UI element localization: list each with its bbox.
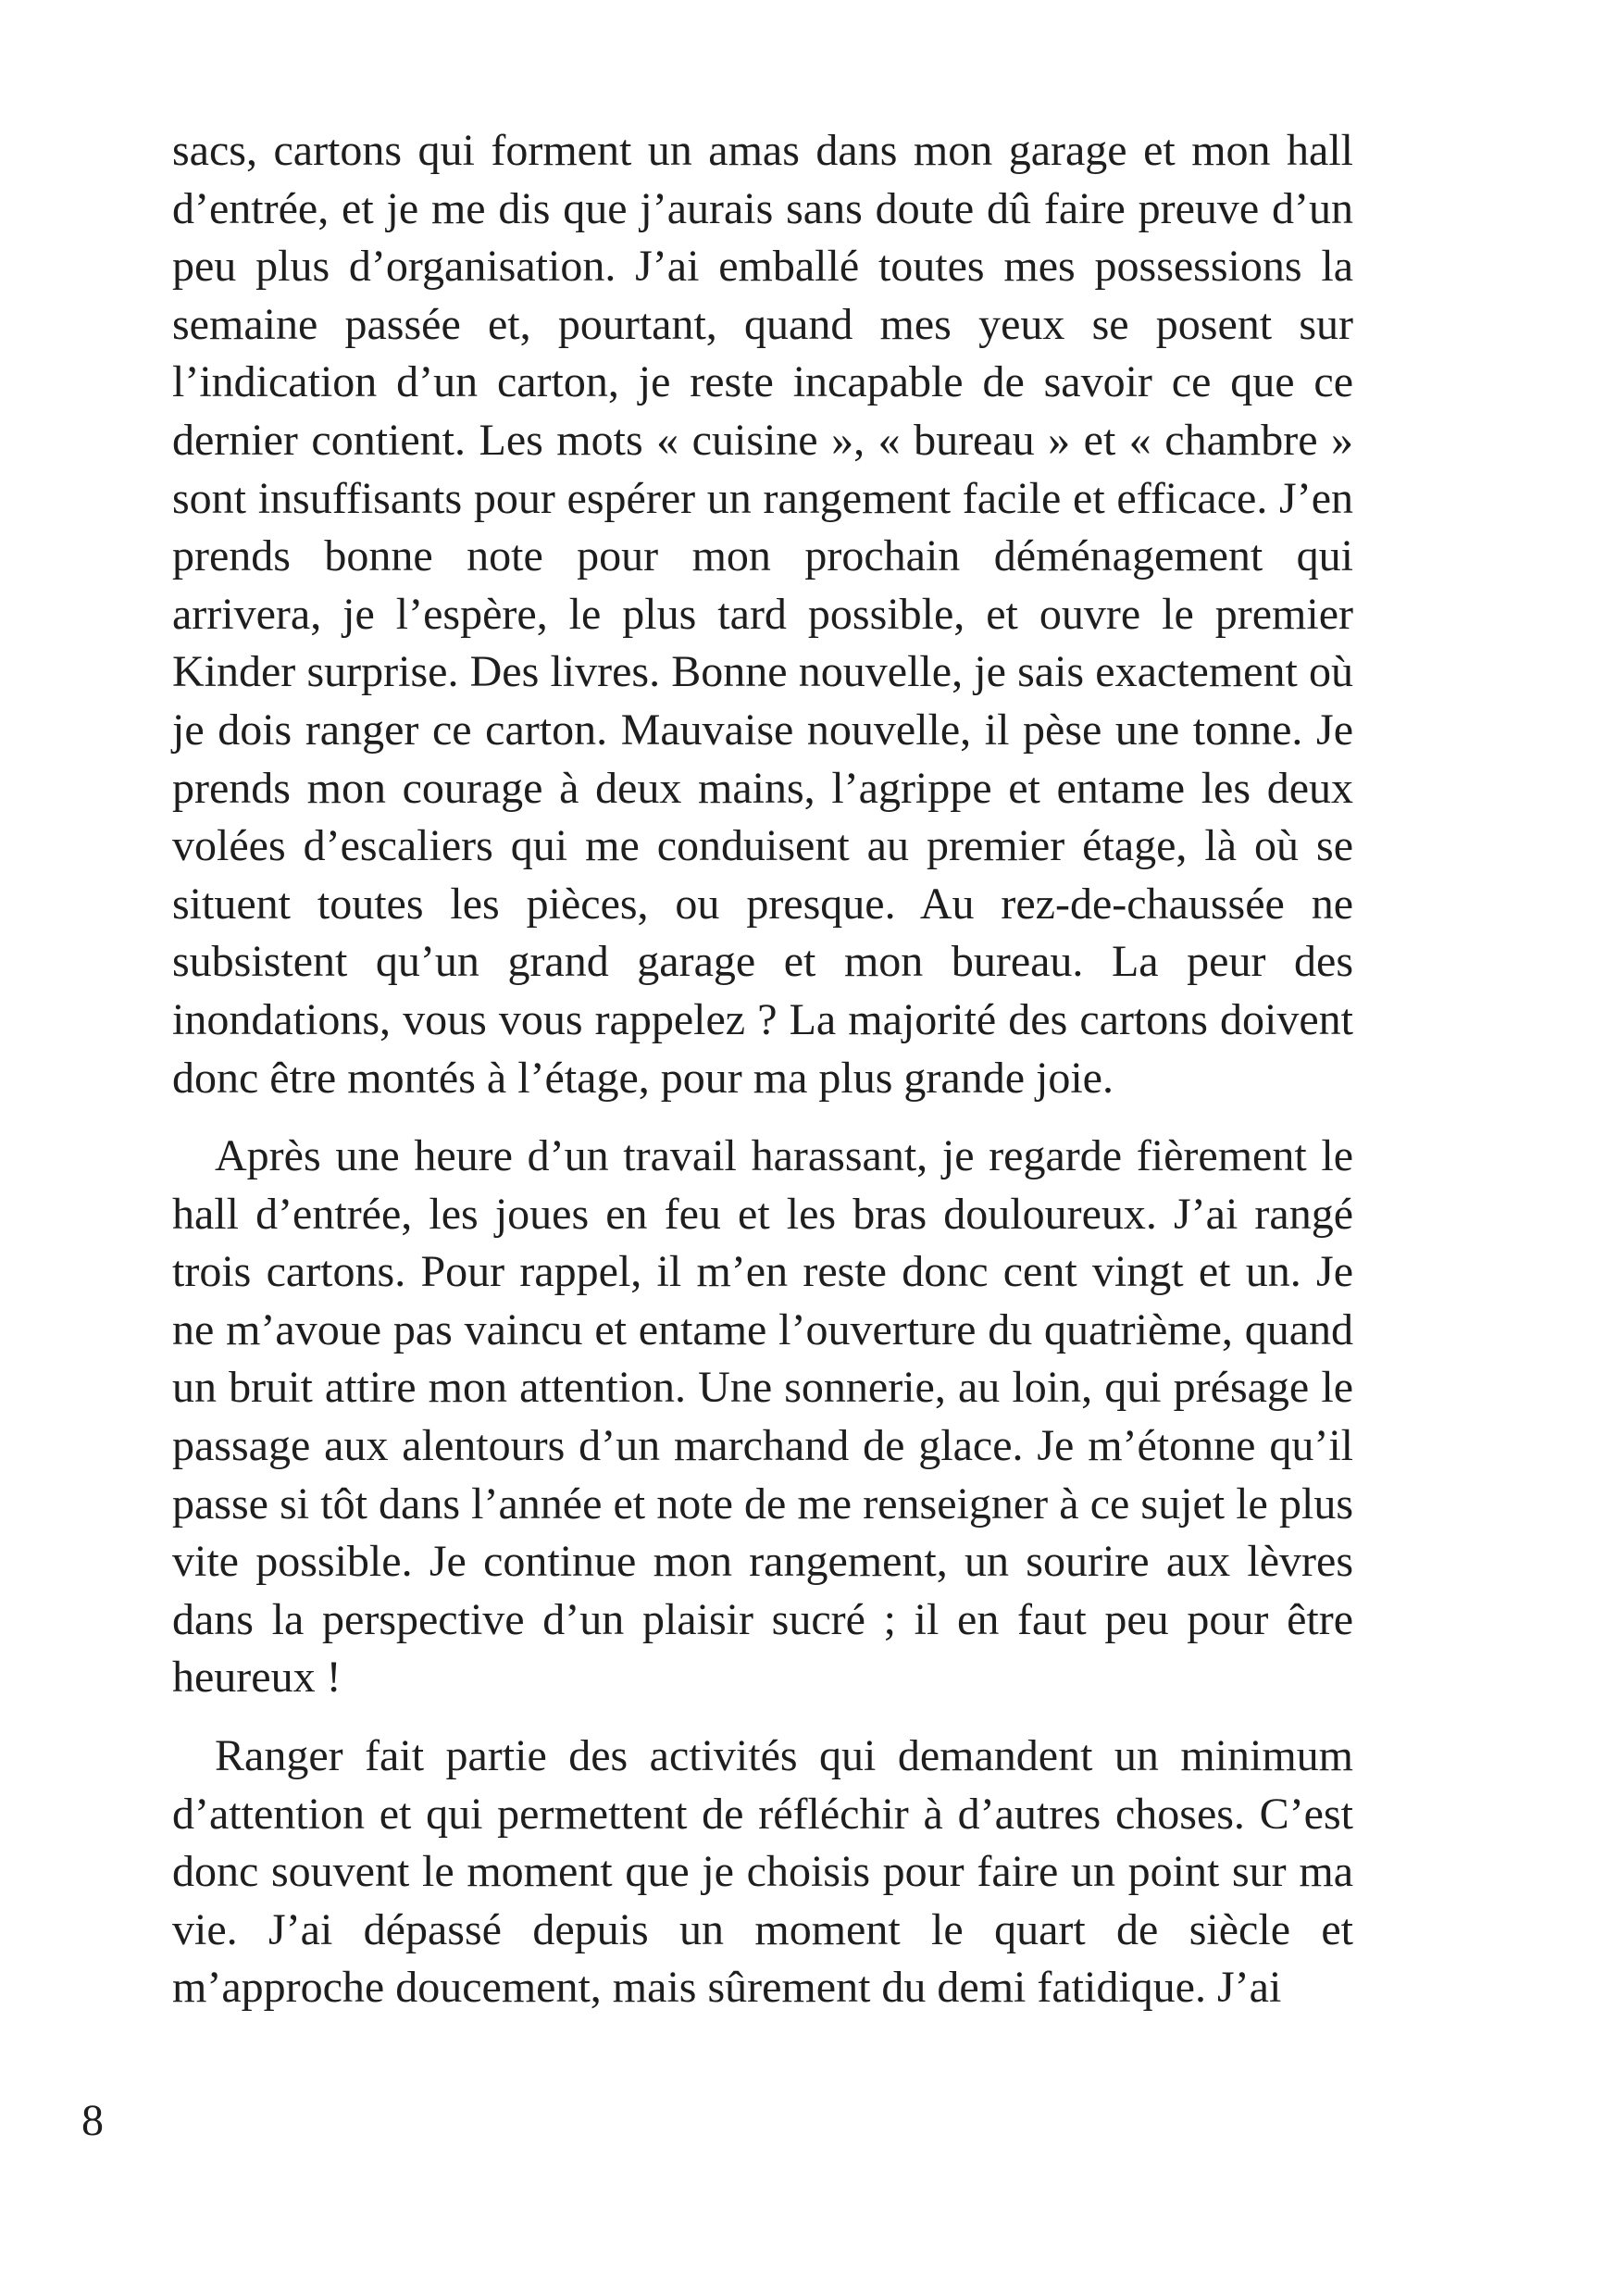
paragraph: Ranger fait partie des activités qui demandent un minimum d’attention et qui permettent de réfléchir à d’autres choses. C’est donc souvent le moment que je choisis pour faire un point sur ma vie. J’ai dépassé depuis un moment le quart de siècle et m’approche doucement, mais sûrement du demi fatidique. J’ai [172,1731,1353,2013]
page-number: 8 [81,2096,104,2145]
paragraph-continued: sacs, cartons qui forment un amas dans mon garage et mon hall d’entrée, et je me dis que j’aurais sans doute dû faire preuve d’un peu plus d’organisation. J’ai emballé toutes mes possessions la semaine passée et, pourtant, quand mes yeux se posent sur l’indication d’un carton, je reste incapable de savoir ce que ce dernier contient. Les mots « cuisine », « bureau » et « chambre » sont insuffisants pour espérer un rangement facile et efficace. J’en prends bonne note pour mon prochain déménagement qui arrivera, je l’espère, le plus tard possible, et ouvre le premier Kinder surprise. Des livres. Bonne nouvelle, je sais exactement où je dois ranger ce carton. Mauvaise nouvelle, il pèse une tonne. Je prends mon courage à deux mains, l’agrippe et entame les deux volées d’escaliers qui me conduisent au premier étage, là où se situent toutes les pièces, ou presque. Au rez-de-chaussée ne subsistent qu’un grand garage et mon bureau. La peur des inondations, vous vous rappelez ? La majorité des cartons doivent donc être montés à l’étage, pour ma plus grande joie. [172,126,1353,1103]
body-text [172,122,1353,2017]
paragraph: Après une heure d’un travail harassant, je regarde fièrement le hall d’entrée, les joues en feu et les bras douloureux. J’ai rangé trois cartons. Pour rappel, il m’en reste donc cent vingt et un. Je ne m’avoue pas vaincu et entame l’ouverture du quatrième, quand un bruit attire mon attention. Une sonnerie, au loin, qui présage le passage aux alentours d’un marchand de glace. Je m’étonne qu’il passe si tôt dans l’année et note de me renseigner à ce sujet le plus vite possible. Je continue mon rangement, un sourire aux lèvres dans la perspective d’un plaisir sucré ; il en faut peu pour être heureux ! [172,1131,1353,1703]
